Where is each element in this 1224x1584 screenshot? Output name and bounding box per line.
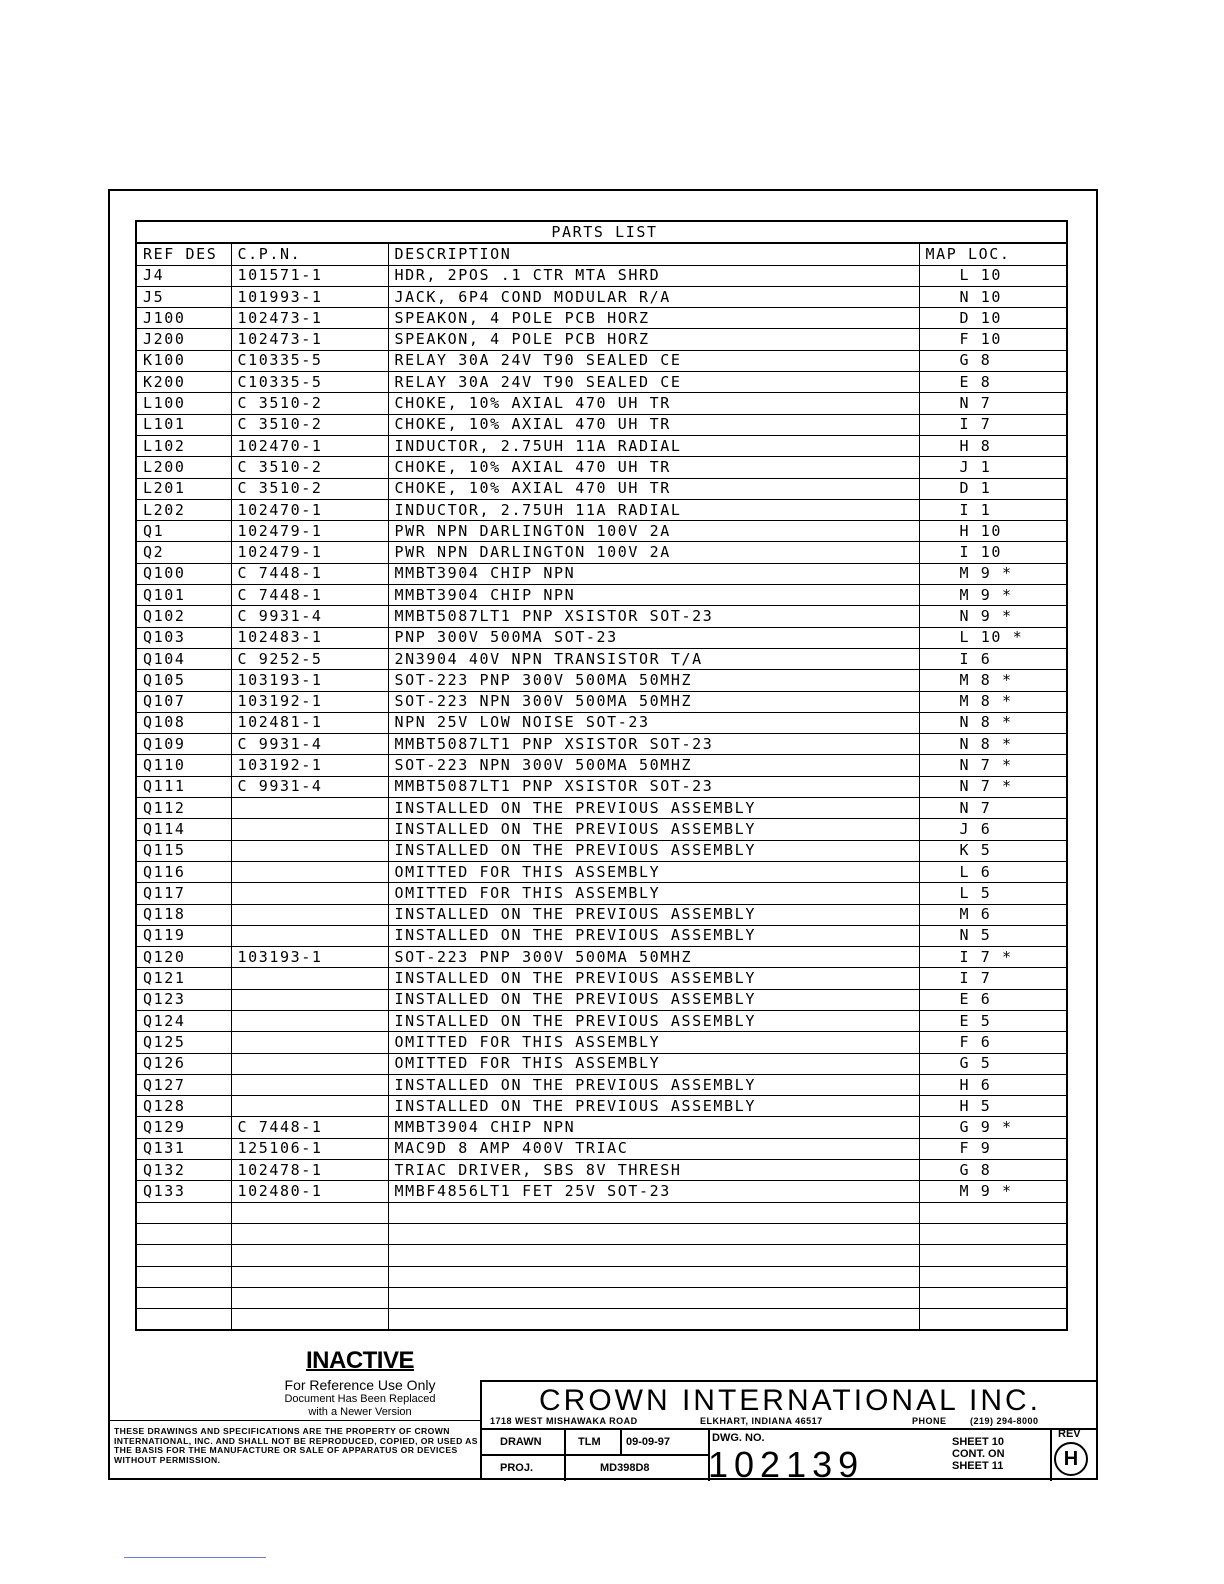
- parts-list-header-row: [136, 243, 1067, 265]
- cell-description: INSTALLED ON THE PREVIOUS ASSEMBLY: [388, 904, 919, 925]
- cell-map-loc: E 6: [919, 989, 1067, 1010]
- cell-ref-des: [136, 1245, 231, 1266]
- parts-row: [136, 1287, 1067, 1308]
- cell-ref-des: Q104: [136, 648, 231, 669]
- cell-map-loc: G 5: [919, 1053, 1067, 1074]
- parts-row: [136, 265, 1067, 286]
- cell-cpn: C10335-5: [231, 350, 388, 371]
- cell-map-loc: I 10: [919, 542, 1067, 563]
- cell-ref-des: L202: [136, 499, 231, 520]
- header-cpn: C.P.N.: [231, 243, 388, 265]
- cell-description: MAC9D 8 AMP 400V TRIAC: [388, 1138, 919, 1159]
- cell-cpn: [231, 904, 388, 925]
- phone-number: (219) 294-8000: [970, 1416, 1039, 1426]
- cell-cpn: [231, 861, 388, 882]
- cell-description: INSTALLED ON THE PREVIOUS ASSEMBLY: [388, 1096, 919, 1117]
- cell-cpn: [231, 798, 388, 819]
- cell-ref-des: [136, 1223, 231, 1244]
- inactive-line2: Document Has Been Replaced: [284, 1393, 436, 1405]
- cell-description: CHOKE, 10% AXIAL 470 UH TR: [388, 393, 919, 414]
- parts-list-title-row: [136, 221, 1067, 243]
- cell-ref-des: L200: [136, 457, 231, 478]
- cell-map-loc: N 7: [919, 393, 1067, 414]
- cell-ref-des: J100: [136, 308, 231, 329]
- cell-ref-des: Q105: [136, 670, 231, 691]
- cell-map-loc: L 10 *: [919, 627, 1067, 648]
- cell-cpn: 102473-1: [231, 308, 388, 329]
- parts-row: [136, 350, 1067, 371]
- parts-row: [136, 1096, 1067, 1117]
- cell-description: PWR NPN DARLINGTON 100V 2A: [388, 542, 919, 563]
- cell-description: OMITTED FOR THIS ASSEMBLY: [388, 1032, 919, 1053]
- cell-description: [388, 1223, 919, 1244]
- parts-row: [136, 1032, 1067, 1053]
- cell-map-loc: N 7 *: [919, 776, 1067, 797]
- cell-description: MMBT3904 CHIP NPN: [388, 563, 919, 584]
- cell-map-loc: M 6: [919, 904, 1067, 925]
- cell-map-loc: M 9 *: [919, 1181, 1067, 1202]
- dwg-number: 102139: [708, 1444, 865, 1485]
- cell-description: MMBT5087LT1 PNP XSISTOR SOT-23: [388, 776, 919, 797]
- divider: [620, 1428, 622, 1454]
- parts-row: [136, 1117, 1067, 1138]
- parts-row: [136, 1202, 1067, 1223]
- cell-ref-des: Q1: [136, 521, 231, 542]
- cell-description: OMITTED FOR THIS ASSEMBLY: [388, 1053, 919, 1074]
- parts-row: [136, 329, 1067, 350]
- cell-description: PWR NPN DARLINGTON 100V 2A: [388, 521, 919, 542]
- cell-description: MMBT5087LT1 PNP XSISTOR SOT-23: [388, 606, 919, 627]
- cell-description: [388, 1309, 919, 1331]
- parts-row: [136, 798, 1067, 819]
- cell-cpn: [231, 1096, 388, 1117]
- cell-ref-des: Q124: [136, 1010, 231, 1031]
- cell-cpn: 102470-1: [231, 499, 388, 520]
- cell-ref-des: Q112: [136, 798, 231, 819]
- cell-cpn: C 7448-1: [231, 1117, 388, 1138]
- cell-ref-des: K200: [136, 372, 231, 393]
- cell-ref-des: Q115: [136, 840, 231, 861]
- cell-cpn: 103193-1: [231, 670, 388, 691]
- cell-map-loc: [919, 1287, 1067, 1308]
- cell-cpn: [231, 1309, 388, 1331]
- cell-cpn: [231, 1032, 388, 1053]
- cell-map-loc: L 6: [919, 861, 1067, 882]
- cell-ref-des: Q125: [136, 1032, 231, 1053]
- parts-row: [136, 819, 1067, 840]
- divider: [482, 1454, 708, 1456]
- parts-row: [136, 691, 1067, 712]
- cell-cpn: 101993-1: [231, 286, 388, 307]
- cell-description: OMITTED FOR THIS ASSEMBLY: [388, 861, 919, 882]
- cell-map-loc: G 8: [919, 1160, 1067, 1181]
- cell-cpn: 102481-1: [231, 712, 388, 733]
- header-map-loc: MAP LOC.: [919, 243, 1067, 265]
- cell-description: 2N3904 40V NPN TRANSISTOR T/A: [388, 648, 919, 669]
- cell-description: [388, 1202, 919, 1223]
- parts-row: [136, 542, 1067, 563]
- cell-cpn: 102479-1: [231, 521, 388, 542]
- cell-cpn: 125106-1: [231, 1138, 388, 1159]
- cell-ref-des: Q108: [136, 712, 231, 733]
- cell-map-loc: N 8 *: [919, 712, 1067, 733]
- parts-row: [136, 457, 1067, 478]
- parts-row: [136, 755, 1067, 776]
- cell-ref-des: Q100: [136, 563, 231, 584]
- cell-ref-des: Q102: [136, 606, 231, 627]
- cell-cpn: [231, 1010, 388, 1031]
- drawn-label: DRAWN: [500, 1436, 542, 1448]
- cell-ref-des: Q132: [136, 1160, 231, 1181]
- cell-cpn: 101571-1: [231, 265, 388, 286]
- cell-map-loc: I 7: [919, 414, 1067, 435]
- parts-row: [136, 499, 1067, 520]
- parts-row: [136, 585, 1067, 606]
- cell-ref-des: Q123: [136, 989, 231, 1010]
- cell-cpn: 103193-1: [231, 947, 388, 968]
- cell-cpn: 102480-1: [231, 1181, 388, 1202]
- cell-ref-des: Q128: [136, 1096, 231, 1117]
- inactive-line1: For Reference Use Only: [284, 1377, 436, 1393]
- cell-cpn: C 9252-5: [231, 648, 388, 669]
- cell-ref-des: Q114: [136, 819, 231, 840]
- cell-map-loc: H 5: [919, 1096, 1067, 1117]
- cell-description: INDUCTOR, 2.75UH 11A RADIAL: [388, 499, 919, 520]
- parts-row: [136, 1160, 1067, 1181]
- cell-description: SPEAKON, 4 POLE PCB HORZ: [388, 329, 919, 350]
- cell-description: SOT-223 PNP 300V 500MA 50MHZ: [388, 670, 919, 691]
- cell-cpn: C 3510-2: [231, 478, 388, 499]
- cell-ref-des: L101: [136, 414, 231, 435]
- parts-row: [136, 968, 1067, 989]
- cell-map-loc: [919, 1266, 1067, 1287]
- cell-map-loc: D 1: [919, 478, 1067, 499]
- parts-row: [136, 925, 1067, 946]
- parts-row: [136, 947, 1067, 968]
- cell-ref-des: Q120: [136, 947, 231, 968]
- cell-cpn: [231, 1287, 388, 1308]
- cell-map-loc: M 8 *: [919, 670, 1067, 691]
- cell-map-loc: F 6: [919, 1032, 1067, 1053]
- parts-row: [136, 563, 1067, 584]
- cell-ref-des: Q103: [136, 627, 231, 648]
- cell-description: INSTALLED ON THE PREVIOUS ASSEMBLY: [388, 1010, 919, 1031]
- cell-ref-des: J4: [136, 265, 231, 286]
- title-block: [480, 1380, 1096, 1485]
- parts-row: [136, 712, 1067, 733]
- footer-link-line: [124, 1557, 266, 1558]
- parts-row: [136, 1223, 1067, 1244]
- cell-map-loc: G 8: [919, 350, 1067, 371]
- cell-ref-des: [136, 1287, 231, 1308]
- cell-description: INSTALLED ON THE PREVIOUS ASSEMBLY: [388, 968, 919, 989]
- cell-cpn: 103192-1: [231, 755, 388, 776]
- cell-map-loc: N 10: [919, 286, 1067, 307]
- parts-row: [136, 1309, 1067, 1331]
- inactive-line3: with a Newer Version: [308, 1406, 412, 1418]
- cell-cpn: C 9931-4: [231, 776, 388, 797]
- cell-map-loc: H 10: [919, 521, 1067, 542]
- parts-row: [136, 1053, 1067, 1074]
- cell-ref-des: L100: [136, 393, 231, 414]
- cell-ref-des: L102: [136, 435, 231, 456]
- cell-ref-des: [136, 1309, 231, 1331]
- cell-map-loc: N 9 *: [919, 606, 1067, 627]
- cell-cpn: 102470-1: [231, 435, 388, 456]
- cell-description: INSTALLED ON THE PREVIOUS ASSEMBLY: [388, 819, 919, 840]
- cell-ref-des: Q129: [136, 1117, 231, 1138]
- cell-description: RELAY 30A 24V T90 SEALED CE: [388, 350, 919, 371]
- cell-cpn: [231, 989, 388, 1010]
- inactive-title: INACTIVE: [305, 1347, 414, 1374]
- address-street: 1718 WEST MISHAWAKA ROAD: [490, 1416, 638, 1426]
- drawn-date: 09-09-97: [626, 1436, 671, 1448]
- cell-description: TRIAC DRIVER, SBS 8V THRESH: [388, 1160, 919, 1181]
- cell-map-loc: I 6: [919, 648, 1067, 669]
- cell-map-loc: F 10: [919, 329, 1067, 350]
- cell-map-loc: K 5: [919, 840, 1067, 861]
- cell-description: INSTALLED ON THE PREVIOUS ASSEMBLY: [388, 1074, 919, 1095]
- parts-list-title: PARTS LIST: [136, 221, 1067, 243]
- cell-cpn: [231, 1074, 388, 1095]
- parts-row: [136, 521, 1067, 542]
- cell-ref-des: J5: [136, 286, 231, 307]
- cell-cpn: 102473-1: [231, 329, 388, 350]
- cell-ref-des: Q119: [136, 925, 231, 946]
- cell-description: INSTALLED ON THE PREVIOUS ASSEMBLY: [388, 840, 919, 861]
- rev-label: REV: [1058, 1428, 1081, 1440]
- cell-ref-des: Q121: [136, 968, 231, 989]
- parts-row: [136, 648, 1067, 669]
- cell-map-loc: N 8 *: [919, 734, 1067, 755]
- dwg-no-label: DWG. NO.: [712, 1432, 765, 1444]
- cell-cpn: [231, 840, 388, 861]
- cell-description: CHOKE, 10% AXIAL 470 UH TR: [388, 478, 919, 499]
- cell-map-loc: E 5: [919, 1010, 1067, 1031]
- cell-description: MMBF4856LT1 FET 25V SOT-23: [388, 1181, 919, 1202]
- cell-ref-des: Q101: [136, 585, 231, 606]
- cell-map-loc: I 7: [919, 968, 1067, 989]
- cell-map-loc: [919, 1245, 1067, 1266]
- address-city: ELKHART, INDIANA 46517: [700, 1416, 823, 1426]
- cell-description: CHOKE, 10% AXIAL 470 UH TR: [388, 457, 919, 478]
- cell-map-loc: N 5: [919, 925, 1067, 946]
- cell-description: INSTALLED ON THE PREVIOUS ASSEMBLY: [388, 798, 919, 819]
- cell-cpn: 103192-1: [231, 691, 388, 712]
- cell-map-loc: I 1: [919, 499, 1067, 520]
- cell-description: INSTALLED ON THE PREVIOUS ASSEMBLY: [388, 989, 919, 1010]
- parts-row: [136, 286, 1067, 307]
- cell-cpn: [231, 1223, 388, 1244]
- parts-row: [136, 393, 1067, 414]
- cell-description: NPN 25V LOW NOISE SOT-23: [388, 712, 919, 733]
- cell-ref-des: L201: [136, 478, 231, 499]
- sheet-line3: SHEET 11: [952, 1460, 1004, 1472]
- cell-ref-des: Q111: [136, 776, 231, 797]
- cell-description: MMBT5087LT1 PNP XSISTOR SOT-23: [388, 734, 919, 755]
- company-name: CROWN INTERNATIONAL INC.: [538, 1384, 1041, 1417]
- proj-number: MD398D8: [600, 1462, 650, 1474]
- cell-ref-des: Q110: [136, 755, 231, 776]
- parts-row: [136, 1245, 1067, 1266]
- cell-map-loc: [919, 1223, 1067, 1244]
- cell-description: PNP 300V 500MA SOT-23: [388, 627, 919, 648]
- cell-ref-des: Q131: [136, 1138, 231, 1159]
- cell-cpn: [231, 968, 388, 989]
- cell-map-loc: H 6: [919, 1074, 1067, 1095]
- cell-cpn: C 3510-2: [231, 414, 388, 435]
- cell-map-loc: L 10: [919, 265, 1067, 286]
- parts-row: [136, 904, 1067, 925]
- rev-letter: H: [1054, 1442, 1088, 1476]
- cell-description: SOT-223 NPN 300V 500MA 50MHZ: [388, 755, 919, 776]
- parts-row: [136, 1181, 1067, 1202]
- cell-cpn: C 3510-2: [231, 393, 388, 414]
- cell-description: JACK, 6P4 COND MODULAR R/A: [388, 286, 919, 307]
- inactive-stamp: [255, 1347, 465, 1419]
- parts-row: [136, 627, 1067, 648]
- cell-description: INSTALLED ON THE PREVIOUS ASSEMBLY: [388, 925, 919, 946]
- cell-map-loc: I 7 *: [919, 947, 1067, 968]
- cell-description: [388, 1287, 919, 1308]
- parts-row: [136, 883, 1067, 904]
- cell-map-loc: N 7 *: [919, 755, 1067, 776]
- parts-row: [136, 840, 1067, 861]
- cell-map-loc: M 9 *: [919, 585, 1067, 606]
- parts-row: [136, 478, 1067, 499]
- parts-row: [136, 861, 1067, 882]
- cell-description: SOT-223 NPN 300V 500MA 50MHZ: [388, 691, 919, 712]
- parts-row: [136, 606, 1067, 627]
- cell-map-loc: M 8 *: [919, 691, 1067, 712]
- cell-map-loc: D 10: [919, 308, 1067, 329]
- proj-label: PROJ.: [500, 1462, 534, 1474]
- cell-cpn: C10335-5: [231, 372, 388, 393]
- cell-cpn: [231, 1202, 388, 1223]
- parts-row: [136, 308, 1067, 329]
- divider: [564, 1428, 566, 1481]
- sheet-line1: SHEET 10: [952, 1436, 1004, 1448]
- cell-ref-des: K100: [136, 350, 231, 371]
- parts-list-table: [135, 220, 1068, 1331]
- cell-cpn: [231, 819, 388, 840]
- parts-row: [136, 435, 1067, 456]
- cell-map-loc: J 1: [919, 457, 1067, 478]
- cell-map-loc: [919, 1202, 1067, 1223]
- parts-row: [136, 989, 1067, 1010]
- cell-ref-des: Q109: [136, 734, 231, 755]
- cell-cpn: 102479-1: [231, 542, 388, 563]
- property-notice: THESE DRAWINGS AND SPECIFICATIONS ARE THE PROPERTY OF CROWN INTERNATIONAL, INC. AND SHALL NOT BE REPRODUCED, COPIED, OR USED AS THE BASIS FOR THE MANUFACTURE OR SALE OF APPARATUS OR DEVICES WITHOUT PERMISSION.: [110, 1420, 480, 1478]
- cell-description: [388, 1245, 919, 1266]
- cell-cpn: [231, 883, 388, 904]
- sheet-line2: CONT. ON: [952, 1448, 1005, 1460]
- cell-cpn: 102478-1: [231, 1160, 388, 1181]
- cell-description: SPEAKON, 4 POLE PCB HORZ: [388, 308, 919, 329]
- cell-ref-des: Q118: [136, 904, 231, 925]
- cell-ref-des: [136, 1202, 231, 1223]
- header-ref-des: REF DES: [136, 243, 231, 265]
- parts-row: [136, 414, 1067, 435]
- cell-ref-des: Q126: [136, 1053, 231, 1074]
- cell-description: OMITTED FOR THIS ASSEMBLY: [388, 883, 919, 904]
- header-description: DESCRIPTION: [388, 243, 919, 265]
- cell-cpn: C 7448-1: [231, 563, 388, 584]
- cell-map-loc: [919, 1309, 1067, 1331]
- sheet-info: [952, 1436, 1005, 1472]
- cell-description: MMBT3904 CHIP NPN: [388, 585, 919, 606]
- drawn-by: TLM: [578, 1436, 601, 1448]
- parts-row: [136, 734, 1067, 755]
- cell-description: MMBT3904 CHIP NPN: [388, 1117, 919, 1138]
- cell-description: CHOKE, 10% AXIAL 470 UH TR: [388, 414, 919, 435]
- cell-map-loc: H 8: [919, 435, 1067, 456]
- cell-cpn: [231, 1266, 388, 1287]
- cell-ref-des: Q2: [136, 542, 231, 563]
- cell-description: RELAY 30A 24V T90 SEALED CE: [388, 372, 919, 393]
- cell-description: INDUCTOR, 2.75UH 11A RADIAL: [388, 435, 919, 456]
- cell-ref-des: J200: [136, 329, 231, 350]
- parts-row: [136, 1074, 1067, 1095]
- parts-row: [136, 372, 1067, 393]
- cell-ref-des: [136, 1266, 231, 1287]
- parts-row: [136, 776, 1067, 797]
- cell-map-loc: L 5: [919, 883, 1067, 904]
- parts-row: [136, 1010, 1067, 1031]
- parts-row: [136, 1138, 1067, 1159]
- cell-cpn: [231, 1245, 388, 1266]
- cell-cpn: C 9931-4: [231, 734, 388, 755]
- cell-description: HDR, 2POS .1 CTR MTA SHRD: [388, 265, 919, 286]
- divider: [482, 1428, 1098, 1430]
- cell-cpn: C 9931-4: [231, 606, 388, 627]
- cell-cpn: C 3510-2: [231, 457, 388, 478]
- cell-description: SOT-223 PNP 300V 500MA 50MHZ: [388, 947, 919, 968]
- cell-ref-des: Q133: [136, 1181, 231, 1202]
- cell-map-loc: M 9 *: [919, 563, 1067, 584]
- cell-map-loc: G 9 *: [919, 1117, 1067, 1138]
- cell-cpn: [231, 925, 388, 946]
- cell-ref-des: Q116: [136, 861, 231, 882]
- divider: [1050, 1428, 1052, 1481]
- cell-map-loc: J 6: [919, 819, 1067, 840]
- parts-row: [136, 670, 1067, 691]
- cell-map-loc: F 9: [919, 1138, 1067, 1159]
- cell-map-loc: E 8: [919, 372, 1067, 393]
- cell-ref-des: Q107: [136, 691, 231, 712]
- cell-ref-des: Q127: [136, 1074, 231, 1095]
- cell-cpn: 102483-1: [231, 627, 388, 648]
- cell-map-loc: N 7: [919, 798, 1067, 819]
- cell-cpn: [231, 1053, 388, 1074]
- phone-label: PHONE: [912, 1416, 947, 1426]
- cell-description: [388, 1266, 919, 1287]
- cell-ref-des: Q117: [136, 883, 231, 904]
- parts-row: [136, 1266, 1067, 1287]
- cell-cpn: C 7448-1: [231, 585, 388, 606]
